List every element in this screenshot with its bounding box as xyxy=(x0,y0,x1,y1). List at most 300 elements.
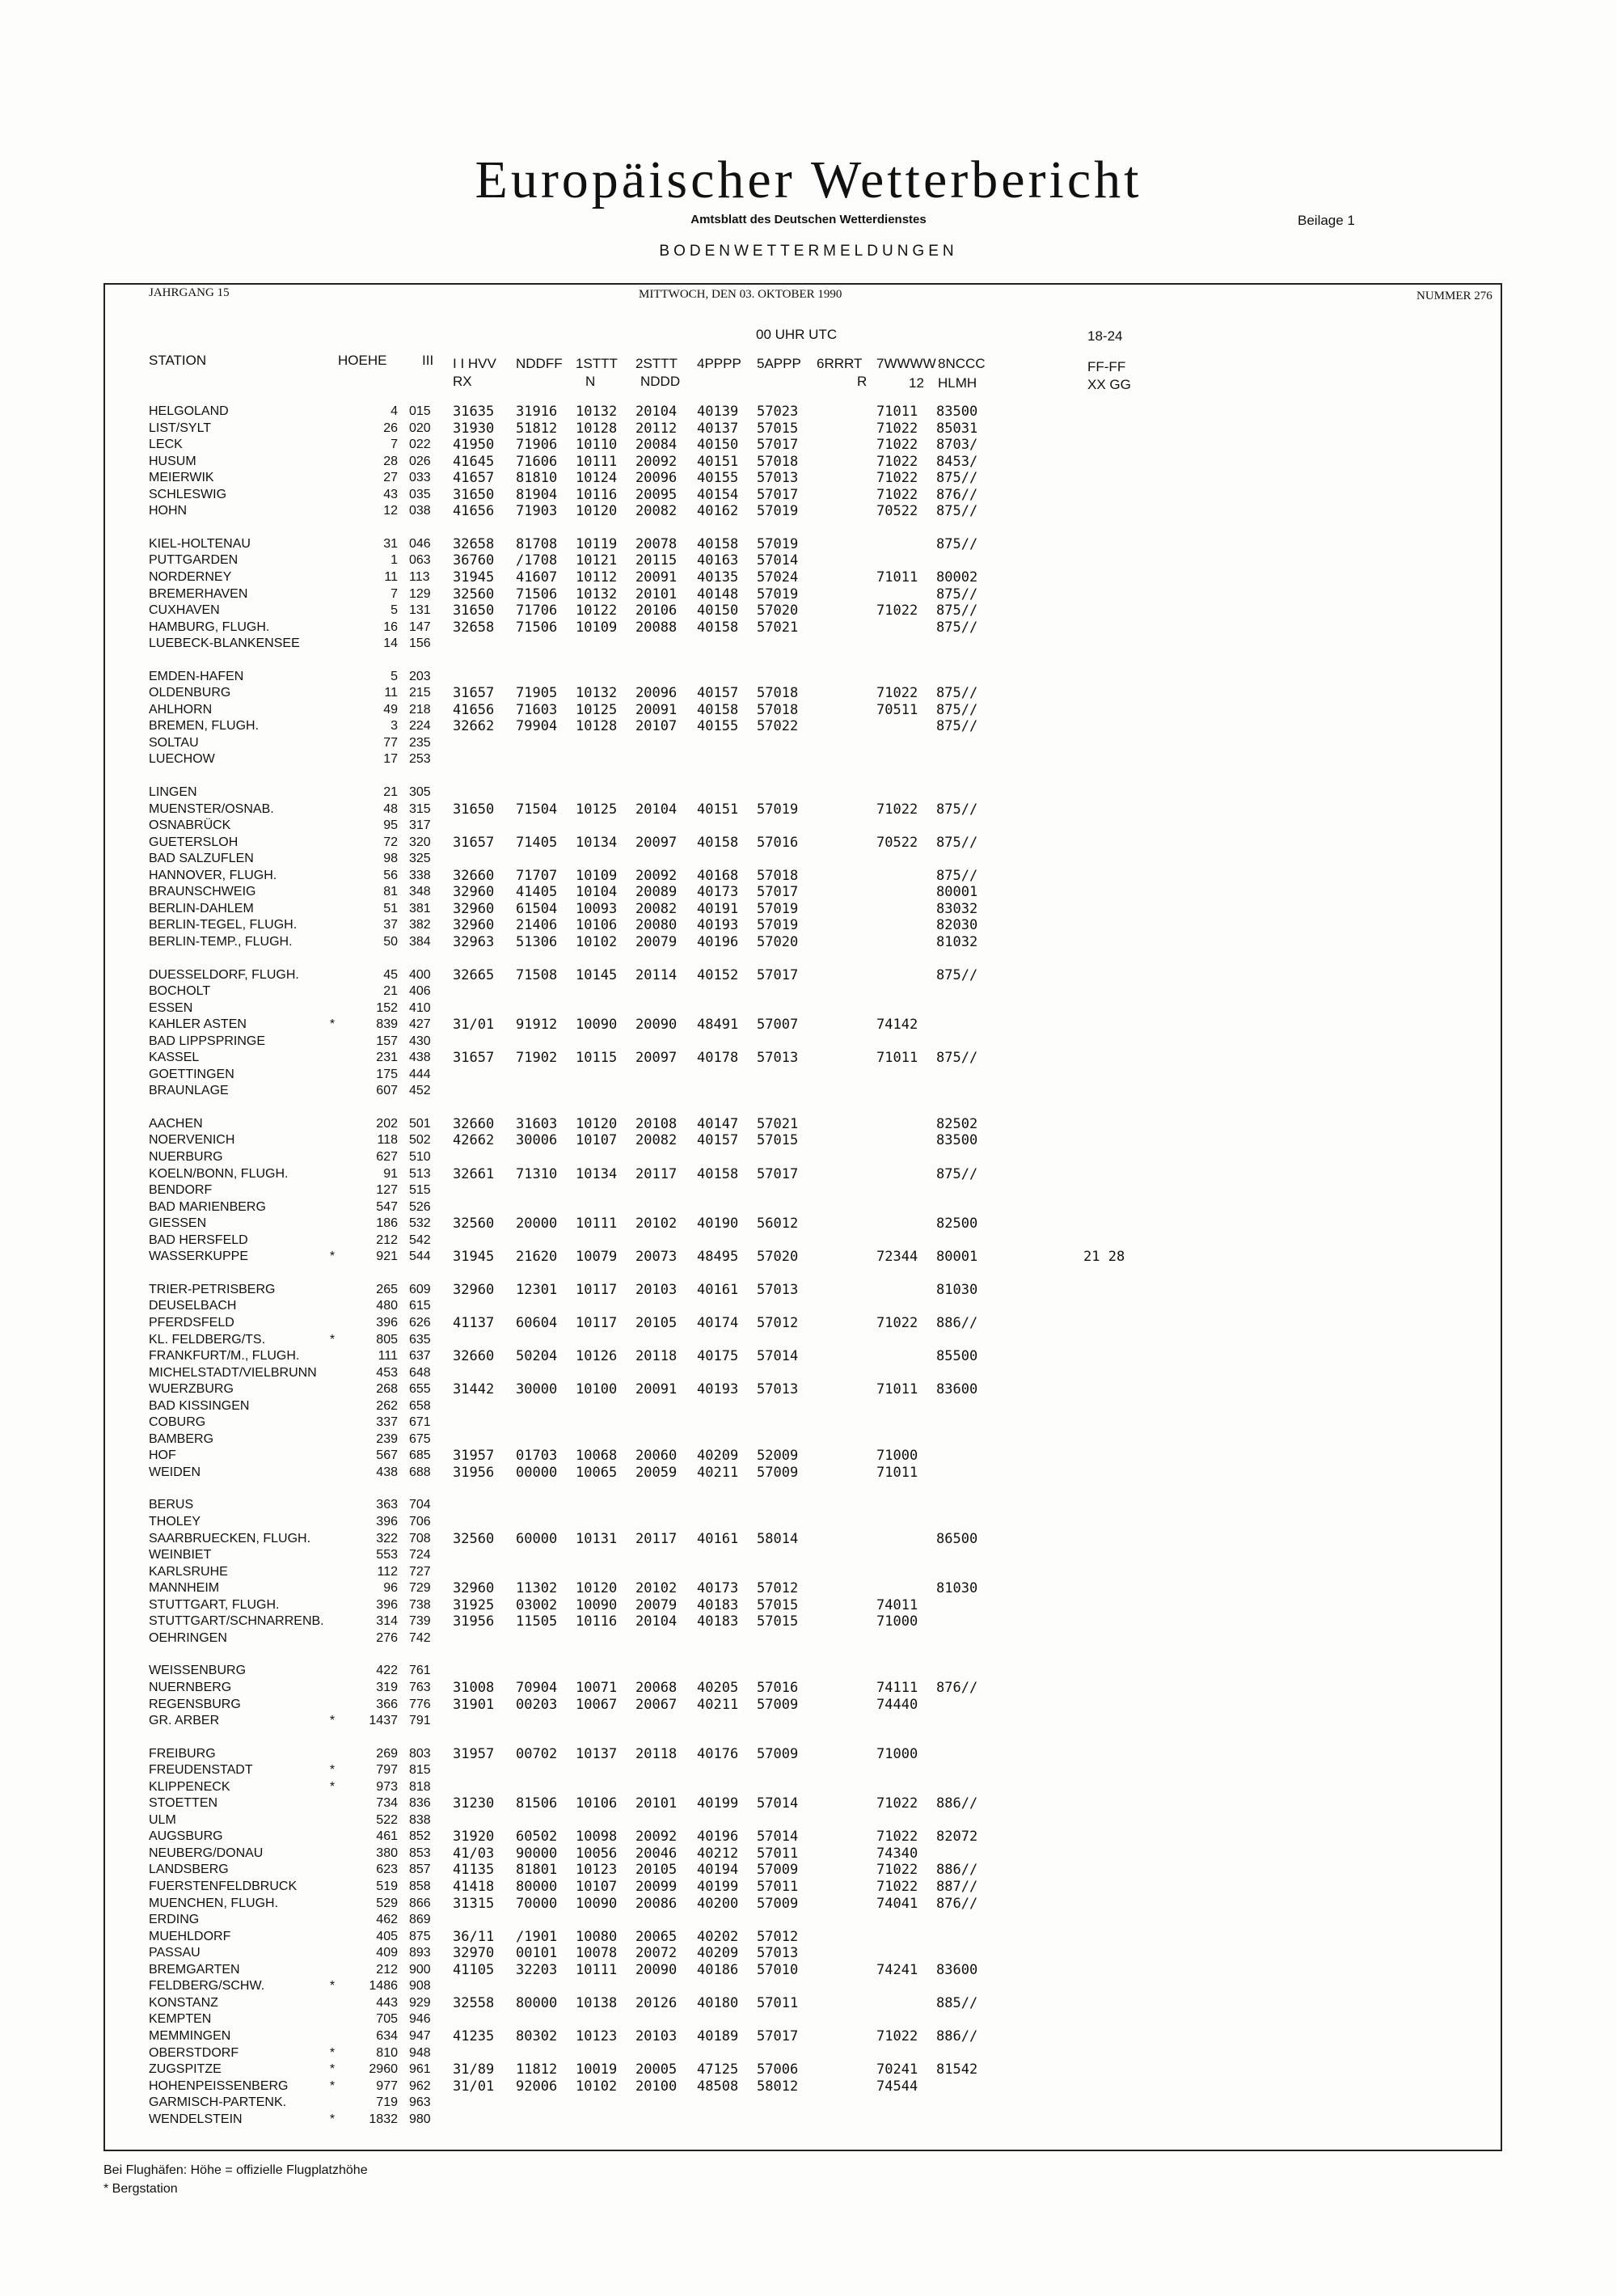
station-id: 980 xyxy=(409,2112,431,2126)
col-6: 5APPP xyxy=(757,356,801,371)
station-height: 26 xyxy=(383,421,398,435)
data-group: 71903 xyxy=(516,503,558,520)
data-group: 886// xyxy=(936,1862,978,1879)
data-group: 32662 xyxy=(453,718,495,735)
data-group: 80002 xyxy=(936,569,978,586)
data-group: 20104 xyxy=(635,1613,678,1630)
data-group: 41656 xyxy=(453,701,495,718)
data-group: 83600 xyxy=(936,1961,978,1978)
station-id: 203 xyxy=(409,669,431,683)
station-name: LINGEN xyxy=(149,785,197,799)
data-group: 71022 xyxy=(876,486,918,503)
station-height: 127 xyxy=(376,1183,398,1198)
data-group: 57007 xyxy=(757,1017,799,1034)
station-height: 396 xyxy=(376,1515,398,1529)
station-id: 156 xyxy=(409,636,431,651)
data-group: 71022 xyxy=(876,603,918,619)
report-frame xyxy=(103,283,1502,2151)
station-height: 461 xyxy=(376,1829,398,1844)
station-name: AACHEN xyxy=(149,1116,203,1131)
station-name: KAHLER ASTEN xyxy=(149,1017,247,1032)
data-group: 57020 xyxy=(757,1249,799,1266)
data-group: 10093 xyxy=(576,900,618,917)
station-height: 366 xyxy=(376,1697,398,1711)
data-group: 20088 xyxy=(635,619,678,636)
mountain-marker: * xyxy=(329,2112,336,2126)
data-group: 41645 xyxy=(453,453,495,470)
station-name: BERLIN-DAHLEM xyxy=(149,901,254,915)
station-name: BREMERHAVEN xyxy=(149,586,248,601)
station-height: 805 xyxy=(376,1332,398,1347)
data-group: 47125 xyxy=(697,2061,739,2078)
data-group: 31/01 xyxy=(453,1017,495,1034)
station-height: 5 xyxy=(391,603,398,617)
station-id: 218 xyxy=(409,702,431,717)
station-height: 157 xyxy=(376,1034,398,1048)
station-height: 519 xyxy=(376,1880,398,1893)
data-group: 10131 xyxy=(576,1530,618,1547)
station-height: 21 xyxy=(383,785,398,799)
data-group: 31916 xyxy=(516,404,558,420)
station-height: 265 xyxy=(376,1282,398,1296)
station-id: 704 xyxy=(409,1498,431,1512)
data-group: 80001 xyxy=(936,1249,978,1266)
data-group: 41/03 xyxy=(453,1845,495,1862)
col-7b: R xyxy=(857,374,868,389)
data-group: 40194 xyxy=(697,1862,739,1879)
data-group: 32560 xyxy=(453,1216,495,1233)
data-group: 85500 xyxy=(936,1348,978,1364)
data-group: 30006 xyxy=(516,1132,558,1149)
data-group: 40135 xyxy=(697,569,739,586)
station-name: LIST/SYLT xyxy=(149,421,212,435)
station-id: 685 xyxy=(409,1448,431,1463)
station-id: 325 xyxy=(409,852,431,866)
station-name: KLIPPENECK xyxy=(149,1779,230,1794)
station-height: 7 xyxy=(391,586,398,601)
data-group: 10134 xyxy=(576,1165,618,1182)
data-group: 83500 xyxy=(936,404,978,420)
data-group: 31650 xyxy=(453,801,495,818)
station-height: 627 xyxy=(376,1150,398,1164)
data-group: 32558 xyxy=(453,1994,495,2011)
station-name: GR. ARBER xyxy=(149,1714,220,1727)
station-name: HANNOVER, FLUGH. xyxy=(149,868,277,882)
data-group: 10126 xyxy=(576,1348,618,1364)
station-id: 542 xyxy=(409,1233,431,1247)
station-id: 908 xyxy=(409,1979,431,1994)
station-id: 738 xyxy=(409,1597,431,1612)
station-id: 791 xyxy=(409,1714,431,1727)
station-height: 553 xyxy=(376,1548,398,1562)
data-group: 31945 xyxy=(453,569,495,586)
data-group: 80000 xyxy=(516,1879,558,1895)
station-name: REGENSBURG xyxy=(149,1697,241,1711)
data-group: 10102 xyxy=(576,933,618,950)
data-group: 10115 xyxy=(576,1050,618,1067)
station-name: BERLIN-TEGEL, FLUGH. xyxy=(149,918,298,932)
station-id: 253 xyxy=(409,752,431,767)
data-group: 71022 xyxy=(876,2028,918,2044)
data-group: 20126 xyxy=(635,1994,678,2011)
station-height: 202 xyxy=(376,1116,398,1131)
data-group: 57009 xyxy=(757,1464,799,1481)
data-group: 57016 xyxy=(757,1679,799,1696)
data-group: 81032 xyxy=(936,933,978,950)
data-group: 40193 xyxy=(697,917,739,934)
data-group: 10120 xyxy=(576,1115,618,1132)
station-name: MUEHLDORF xyxy=(149,1929,231,1943)
data-group: 10110 xyxy=(576,437,618,454)
data-group: 20107 xyxy=(635,718,678,735)
station-name: WENDELSTEIN xyxy=(149,2112,243,2126)
data-group: 20079 xyxy=(635,1596,678,1613)
station-height: 623 xyxy=(376,1863,398,1877)
data-group: 875// xyxy=(936,1050,978,1067)
station-name: LUEBECK-BLANKENSEE xyxy=(149,636,300,651)
data-group: 10111 xyxy=(576,1216,618,1233)
station-name: FELDBERG/SCHW. xyxy=(149,1979,265,1994)
data-group: 57017 xyxy=(757,884,799,901)
date-label: MITTWOCH, DEN 03. OKTOBER 1990 xyxy=(639,288,842,301)
station-height: 28 xyxy=(383,454,398,468)
station-id: 406 xyxy=(409,984,431,998)
station-id: 129 xyxy=(409,586,431,601)
data-group: 71022 xyxy=(876,453,918,470)
station-id: 317 xyxy=(409,818,431,833)
data-group: 71506 xyxy=(516,619,558,636)
data-group: 20065 xyxy=(635,1928,678,1945)
station-height: 262 xyxy=(376,1398,398,1413)
data-group: 81810 xyxy=(516,470,558,487)
data-group: 20115 xyxy=(635,552,678,569)
station-id: 147 xyxy=(409,619,431,634)
data-group: 71707 xyxy=(516,867,558,884)
data-group: 20082 xyxy=(635,900,678,917)
data-group: 31925 xyxy=(453,1596,495,1613)
data-group: 40158 xyxy=(697,701,739,718)
data-group: 40161 xyxy=(697,1530,739,1547)
data-group: 85031 xyxy=(936,420,978,437)
station-id: 637 xyxy=(409,1349,431,1363)
data-group: 71022 xyxy=(876,801,918,818)
data-group: 40173 xyxy=(697,884,739,901)
data-group: 40189 xyxy=(697,2028,739,2044)
data-group: 57013 xyxy=(757,1050,799,1067)
station-name: ESSEN xyxy=(149,1000,193,1015)
col-hoehe: HOEHE xyxy=(338,353,387,368)
station-name: NOERVENICH xyxy=(149,1133,235,1148)
station-height: 12 xyxy=(383,504,398,518)
station-id: 742 xyxy=(409,1630,431,1645)
data-group: 57009 xyxy=(757,1862,799,1879)
data-group: 20092 xyxy=(635,867,678,884)
data-group: 10121 xyxy=(576,552,618,569)
data-group: 875// xyxy=(936,535,978,552)
col-8b: 12 xyxy=(909,375,924,391)
station-height: 322 xyxy=(376,1531,398,1545)
station-id: 544 xyxy=(409,1249,431,1264)
station-height: 56 xyxy=(383,868,398,882)
mountain-marker: * xyxy=(329,1017,336,1032)
data-group: 875// xyxy=(936,586,978,603)
data-group: 40196 xyxy=(697,1829,739,1846)
data-group: 91912 xyxy=(516,1017,558,1034)
data-group: 31945 xyxy=(453,1249,495,1266)
station-name: BAD SALZUFLEN xyxy=(149,852,254,866)
data-group: 10080 xyxy=(576,1928,618,1945)
data-group: 60000 xyxy=(516,1530,558,1547)
data-group: 74111 xyxy=(876,1679,918,1696)
station-id: 655 xyxy=(409,1382,431,1397)
data-group: 10137 xyxy=(576,1745,618,1762)
data-group: 36760 xyxy=(453,552,495,569)
data-group: 31442 xyxy=(453,1381,495,1398)
station-height: 5 xyxy=(391,669,398,683)
data-group: 57017 xyxy=(757,437,799,454)
station-name: NUERBURG xyxy=(149,1150,223,1164)
station-height: 186 xyxy=(376,1216,398,1231)
data-group: 71011 xyxy=(876,569,918,586)
station-height: 921 xyxy=(376,1249,398,1264)
station-height: 973 xyxy=(376,1779,398,1794)
data-group: 81904 xyxy=(516,486,558,503)
data-group: 10090 xyxy=(576,1895,618,1912)
station-name: LANDSBERG xyxy=(149,1863,229,1877)
station-height: 269 xyxy=(376,1746,398,1761)
nummer-label: NUMMER 276 xyxy=(1416,290,1492,302)
data-group: 31008 xyxy=(453,1679,495,1696)
station-id: 038 xyxy=(409,504,431,518)
data-group: 40202 xyxy=(697,1928,739,1945)
station-name: THOLEY xyxy=(149,1515,201,1529)
station-id: 853 xyxy=(409,1846,431,1860)
data-group: 57014 xyxy=(757,552,799,569)
data-group: 80000 xyxy=(516,1994,558,2011)
station-id: 224 xyxy=(409,719,431,734)
station-height: 547 xyxy=(376,1199,398,1214)
data-group: 71603 xyxy=(516,701,558,718)
station-height: 231 xyxy=(376,1051,398,1065)
station-id: 033 xyxy=(409,471,431,485)
data-group: 40150 xyxy=(697,437,739,454)
data-group: 20091 xyxy=(635,701,678,718)
col-1b: RX xyxy=(453,374,472,389)
data-group: 32970 xyxy=(453,1945,495,1962)
time2-label: 18-24 xyxy=(1087,328,1123,344)
data-group: 31957 xyxy=(453,1745,495,1762)
data-group: 40186 xyxy=(697,1961,739,1978)
data-group: 20104 xyxy=(635,404,678,420)
col-4: 2STTT xyxy=(635,356,678,371)
data-group: 20105 xyxy=(635,1862,678,1879)
station-id: 946 xyxy=(409,2012,431,2027)
station-name: BAMBERG xyxy=(149,1431,214,1446)
station-name: NEUBERG/DONAU xyxy=(149,1846,264,1860)
data-group: 81506 xyxy=(516,1795,558,1812)
data-group: 20100 xyxy=(635,2078,678,2095)
station-height: 11 xyxy=(384,569,398,584)
station-height: 91 xyxy=(383,1166,398,1181)
station-name: HOHENPEISSENBERG xyxy=(149,2078,289,2093)
station-name: SOLTAU xyxy=(149,735,199,750)
data-group: 40147 xyxy=(697,1115,739,1132)
station-name: AUGSBURG xyxy=(149,1829,223,1844)
data-group: 82502 xyxy=(936,1115,978,1132)
station-id: 803 xyxy=(409,1746,431,1761)
data-group: 57017 xyxy=(757,966,799,983)
data-group: 31650 xyxy=(453,486,495,503)
data-group: 20059 xyxy=(635,1464,678,1481)
station-id: 338 xyxy=(409,868,431,882)
station-height: 3 xyxy=(391,719,398,734)
station-height: 634 xyxy=(376,2029,398,2043)
station-id: 729 xyxy=(409,1581,431,1596)
jahrgang-label: JAHRGANG 15 xyxy=(149,286,230,299)
data-group: 30000 xyxy=(516,1381,558,1398)
data-group: 71011 xyxy=(876,1050,918,1067)
data-group: 10068 xyxy=(576,1448,618,1465)
data-group: 57012 xyxy=(757,1314,799,1331)
data-group: 00702 xyxy=(516,1745,558,1762)
data-group: 57012 xyxy=(757,1928,799,1945)
station-id: 706 xyxy=(409,1515,431,1529)
data-group: 40162 xyxy=(697,503,739,520)
wind-group: 21 28 xyxy=(1083,1249,1125,1266)
station-name: MEIERWIK xyxy=(149,471,214,485)
data-group: 10100 xyxy=(576,1381,618,1398)
station-height: 734 xyxy=(376,1796,398,1811)
data-group: 40199 xyxy=(697,1879,739,1895)
data-group: 57018 xyxy=(757,867,799,884)
data-group: 70000 xyxy=(516,1895,558,1912)
data-group: 10116 xyxy=(576,486,618,503)
data-group: 41137 xyxy=(453,1314,495,1331)
data-group: 40196 xyxy=(697,933,739,950)
data-group: 57017 xyxy=(757,2028,799,2044)
station-name: WEIDEN xyxy=(149,1465,201,1479)
publisher-subtitle: Amtsblatt des Deutschen Wetterdienstes xyxy=(690,213,927,226)
mountain-marker: * xyxy=(329,1249,336,1264)
data-group: 31957 xyxy=(453,1448,495,1465)
station-id: 502 xyxy=(409,1133,431,1148)
data-group: 74340 xyxy=(876,1845,918,1862)
data-group: 10109 xyxy=(576,867,618,884)
station-id: 852 xyxy=(409,1829,431,1844)
data-group: 10134 xyxy=(576,834,618,851)
data-group: 57015 xyxy=(757,1596,799,1613)
station-id: 452 xyxy=(409,1084,431,1098)
data-group: 40199 xyxy=(697,1795,739,1812)
data-group: 10125 xyxy=(576,801,618,818)
col-5: 4PPPP xyxy=(697,356,741,371)
station-name: KL. FELDBERG/TS. xyxy=(149,1332,266,1347)
station-name: ULM xyxy=(149,1812,176,1827)
data-group: 31650 xyxy=(453,603,495,619)
data-group: 58014 xyxy=(757,1530,799,1547)
data-group: 57017 xyxy=(757,486,799,503)
station-height: 797 xyxy=(376,1763,398,1778)
data-group: 70522 xyxy=(876,834,918,851)
data-group: 885// xyxy=(936,1994,978,2011)
data-group: 20060 xyxy=(635,1448,678,1465)
data-group: 40155 xyxy=(697,470,739,487)
station-name: KONSTANZ xyxy=(149,1995,218,2010)
station-id: 438 xyxy=(409,1051,431,1065)
data-group: 20090 xyxy=(635,1961,678,1978)
data-group: 10116 xyxy=(576,1613,618,1630)
data-group: 20079 xyxy=(635,933,678,950)
data-group: 57015 xyxy=(757,420,799,437)
data-group: 82030 xyxy=(936,917,978,934)
station-name: HAMBURG, FLUGH. xyxy=(149,619,270,634)
data-group: 20101 xyxy=(635,586,678,603)
data-group: 57014 xyxy=(757,1348,799,1364)
station-height: 453 xyxy=(376,1365,398,1380)
data-group: 40178 xyxy=(697,1050,739,1067)
data-group: 61504 xyxy=(516,900,558,917)
data-group: 20090 xyxy=(635,1017,678,1034)
station-height: 1486 xyxy=(369,1979,398,1994)
data-group: 31657 xyxy=(453,685,495,702)
data-group: 57015 xyxy=(757,1613,799,1630)
mountain-marker: * xyxy=(329,1714,336,1727)
data-group: 74544 xyxy=(876,2078,918,2095)
data-group: 20112 xyxy=(635,420,678,437)
data-group: /1708 xyxy=(516,552,558,569)
data-group: 79904 xyxy=(516,718,558,735)
data-group: 32660 xyxy=(453,867,495,884)
station-name: LECK xyxy=(149,438,183,452)
station-name: MEMMINGEN xyxy=(149,2029,231,2043)
station-height: 319 xyxy=(376,1680,398,1694)
data-group: 10102 xyxy=(576,2078,618,2095)
data-group: 57018 xyxy=(757,701,799,718)
data-group: 72344 xyxy=(876,1249,918,1266)
data-group: 40158 xyxy=(697,1165,739,1182)
data-group: 40174 xyxy=(697,1314,739,1331)
data-group: 20068 xyxy=(635,1679,678,1696)
station-height: 4 xyxy=(391,404,398,418)
station-name: BERUS xyxy=(149,1498,194,1512)
station-height: 396 xyxy=(376,1315,398,1330)
station-height: 31 xyxy=(383,536,398,551)
data-group: 40211 xyxy=(697,1464,739,1481)
station-name: BAD KISSINGEN xyxy=(149,1398,250,1413)
station-name: KIEL-HOLTENAU xyxy=(149,536,251,551)
station-id: 526 xyxy=(409,1199,431,1214)
data-group: 57009 xyxy=(757,1696,799,1713)
station-name: WEISSENBURG xyxy=(149,1664,247,1678)
data-group: 10107 xyxy=(576,1879,618,1895)
data-group: 57009 xyxy=(757,1895,799,1912)
station-name: PFERDSFELD xyxy=(149,1315,234,1330)
station-height: 111 xyxy=(378,1349,398,1363)
data-group: 57017 xyxy=(757,1165,799,1182)
data-group: 31230 xyxy=(453,1795,495,1812)
station-name: WUERZBURG xyxy=(149,1382,234,1397)
station-id: 929 xyxy=(409,1995,431,2010)
data-group: 10128 xyxy=(576,718,618,735)
station-height: 839 xyxy=(376,1017,398,1032)
station-height: 14 xyxy=(383,636,398,651)
data-group: 74142 xyxy=(876,1017,918,1034)
station-name: NUERNBERG xyxy=(149,1680,232,1694)
data-group: 20082 xyxy=(635,503,678,520)
station-height: 72 xyxy=(383,835,398,849)
data-group: 20096 xyxy=(635,470,678,487)
data-group: 32963 xyxy=(453,933,495,950)
